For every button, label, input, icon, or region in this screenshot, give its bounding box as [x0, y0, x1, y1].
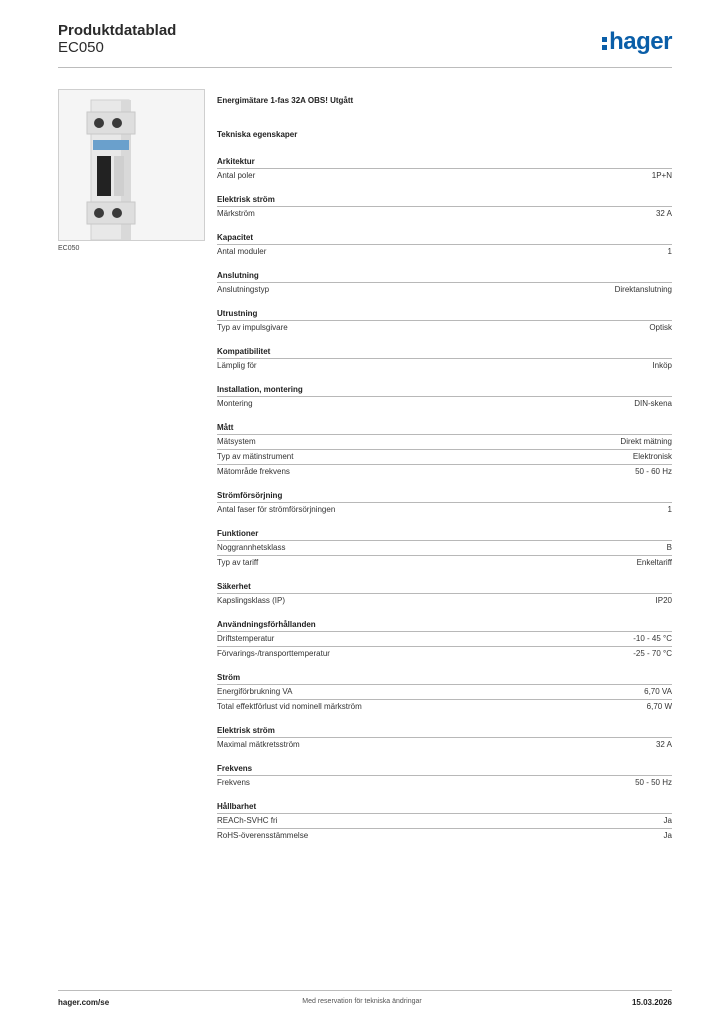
spec-group-title: Hållbarhet: [217, 802, 257, 811]
spec-value: Optisk: [649, 323, 672, 332]
footer-note: Med reservation för tekniska ändringar: [302, 998, 422, 1005]
spec-group: [217, 490, 672, 517]
spec-label: Mätsystem: [217, 437, 256, 446]
spec-label: Antal faser för strömförsörjningen: [217, 505, 336, 514]
spec-row: [217, 540, 672, 555]
spec-group: [217, 725, 672, 752]
spec-row: [217, 593, 672, 608]
footer-website: hager.com/se: [58, 998, 110, 1007]
spec-group: [217, 384, 672, 411]
spec-value: 1: [667, 505, 672, 514]
spec-value: 1: [667, 247, 672, 256]
spec-value: 32 A: [655, 740, 672, 749]
spec-group-title: Elektrisk ström: [217, 195, 275, 204]
spec-value: 32 A: [655, 209, 672, 218]
spec-label: Förvarings-/transporttemperatur: [217, 649, 330, 658]
spec-value: Ja: [663, 816, 672, 825]
spec-label: Maximal mätkretsström: [217, 740, 300, 749]
spec-group: [217, 801, 672, 843]
spec-row: [217, 206, 672, 221]
spec-row: [217, 555, 672, 570]
spec-group: [217, 581, 672, 608]
spec-groups: [217, 156, 672, 843]
spec-label: Typ av tariff: [217, 558, 259, 567]
header-divider: [58, 67, 672, 68]
spec-row: [217, 168, 672, 183]
spec-value: Direkt mätning: [620, 437, 672, 446]
spec-label: RoHS-överensstämmelse: [217, 831, 309, 840]
spec-group-title: Strömförsörjning: [217, 491, 283, 500]
spec-group: [217, 763, 672, 790]
spec-row: [217, 396, 672, 411]
spec-group-title: Anslutning: [217, 271, 259, 280]
spec-section: [217, 96, 672, 854]
spec-value: DIN-skena: [634, 399, 672, 408]
spec-group-title: Användningsförhållanden: [217, 620, 316, 629]
spec-row: [217, 699, 672, 714]
spec-label: Driftstemperatur: [217, 634, 275, 643]
spec-row: [217, 320, 672, 335]
spec-row: [217, 434, 672, 449]
spec-value: -25 - 70 °C: [633, 649, 672, 658]
logo-text: hager: [609, 28, 672, 55]
spec-group: [217, 672, 672, 714]
spec-group-title: Installation, montering: [217, 385, 303, 394]
spec-group-title: Arkitektur: [217, 157, 255, 166]
spec-value: IP20: [655, 596, 672, 605]
hager-logo: [602, 28, 672, 56]
spec-label: Montering: [217, 399, 253, 408]
spec-row: [217, 502, 672, 517]
spec-row: [217, 244, 672, 259]
spec-group: [217, 619, 672, 661]
logo-dots-icon: [602, 37, 607, 50]
spec-row: [217, 737, 672, 752]
spec-label: Mätområde frekvens: [217, 467, 290, 476]
spec-label: Antal poler: [217, 171, 256, 180]
spec-row: [217, 775, 672, 790]
spec-row: [217, 828, 672, 843]
spec-group-title: Funktioner: [217, 529, 259, 538]
image-caption: EC050: [58, 245, 80, 252]
spec-group: [217, 232, 672, 259]
footer-date: 15.03.2026: [631, 998, 672, 1007]
spec-label: Typ av impulsgivare: [217, 323, 288, 332]
spec-group: [217, 270, 672, 297]
spec-label: Noggrannhetsklass: [217, 543, 286, 552]
spec-row: [217, 646, 672, 661]
spec-group-title: Kapacitet: [217, 233, 254, 242]
spec-label: Kapslingsklass (IP): [217, 596, 286, 605]
spec-group: [217, 156, 672, 183]
spec-label: REACh-SVHC fri: [217, 816, 278, 825]
spec-group-title: Frekvens: [217, 764, 253, 773]
spec-value: 6,70 W: [646, 702, 672, 711]
spec-group-title: Mått: [217, 423, 234, 432]
spec-label: Antal moduler: [217, 247, 267, 256]
spec-label: Anslutningstyp: [217, 285, 270, 294]
footer-divider: [58, 990, 672, 991]
product-code: EC050: [58, 39, 104, 56]
spec-value: 1P+N: [651, 171, 672, 180]
spec-group-title: Utrustning: [217, 309, 258, 318]
spec-row: [217, 282, 672, 297]
spec-label: Energiförbrukning VA: [217, 687, 293, 696]
spec-value: 50 - 60 Hz: [635, 467, 672, 476]
spec-row: [217, 358, 672, 373]
spec-group: [217, 346, 672, 373]
spec-value: B: [666, 543, 672, 552]
spec-group-title: Elektrisk ström: [217, 726, 275, 735]
spec-label: Lämplig för: [217, 361, 257, 370]
product-image: [58, 89, 205, 241]
spec-label: Total effektförlust vid nominell märkström: [217, 702, 362, 711]
spec-group-title: Kompatibilitet: [217, 347, 271, 356]
spec-group: [217, 308, 672, 335]
spec-label: Märkström: [217, 209, 255, 218]
spec-group: [217, 194, 672, 221]
energy-meter-icon: [59, 90, 204, 240]
spec-label: Typ av mätinstrument: [217, 452, 294, 461]
spec-value: 6,70 VA: [644, 687, 672, 696]
spec-value: Enkeltariff: [636, 558, 672, 567]
spec-row: [217, 631, 672, 646]
tech-heading: Tekniska egenskaper: [217, 130, 298, 139]
spec-group-title: Säkerhet: [217, 582, 251, 591]
spec-row: [217, 684, 672, 699]
product-name: Energimätare 1-fas 32A OBS! Utgått: [217, 96, 354, 105]
spec-group-title: Ström: [217, 673, 241, 682]
spec-group: [217, 422, 672, 479]
spec-row: [217, 813, 672, 828]
spec-group: [217, 528, 672, 570]
spec-label: Frekvens: [217, 778, 250, 787]
spec-row: [217, 449, 672, 464]
spec-value: Direktanslutning: [614, 285, 672, 294]
spec-value: -10 - 45 °C: [633, 634, 672, 643]
spec-value: Elektronisk: [632, 452, 672, 461]
spec-value: 50 - 50 Hz: [635, 778, 672, 787]
page-title: Produktdatablad: [58, 22, 177, 39]
spec-value: Ja: [663, 831, 672, 840]
spec-row: [217, 464, 672, 479]
spec-value: Inköp: [652, 361, 672, 370]
